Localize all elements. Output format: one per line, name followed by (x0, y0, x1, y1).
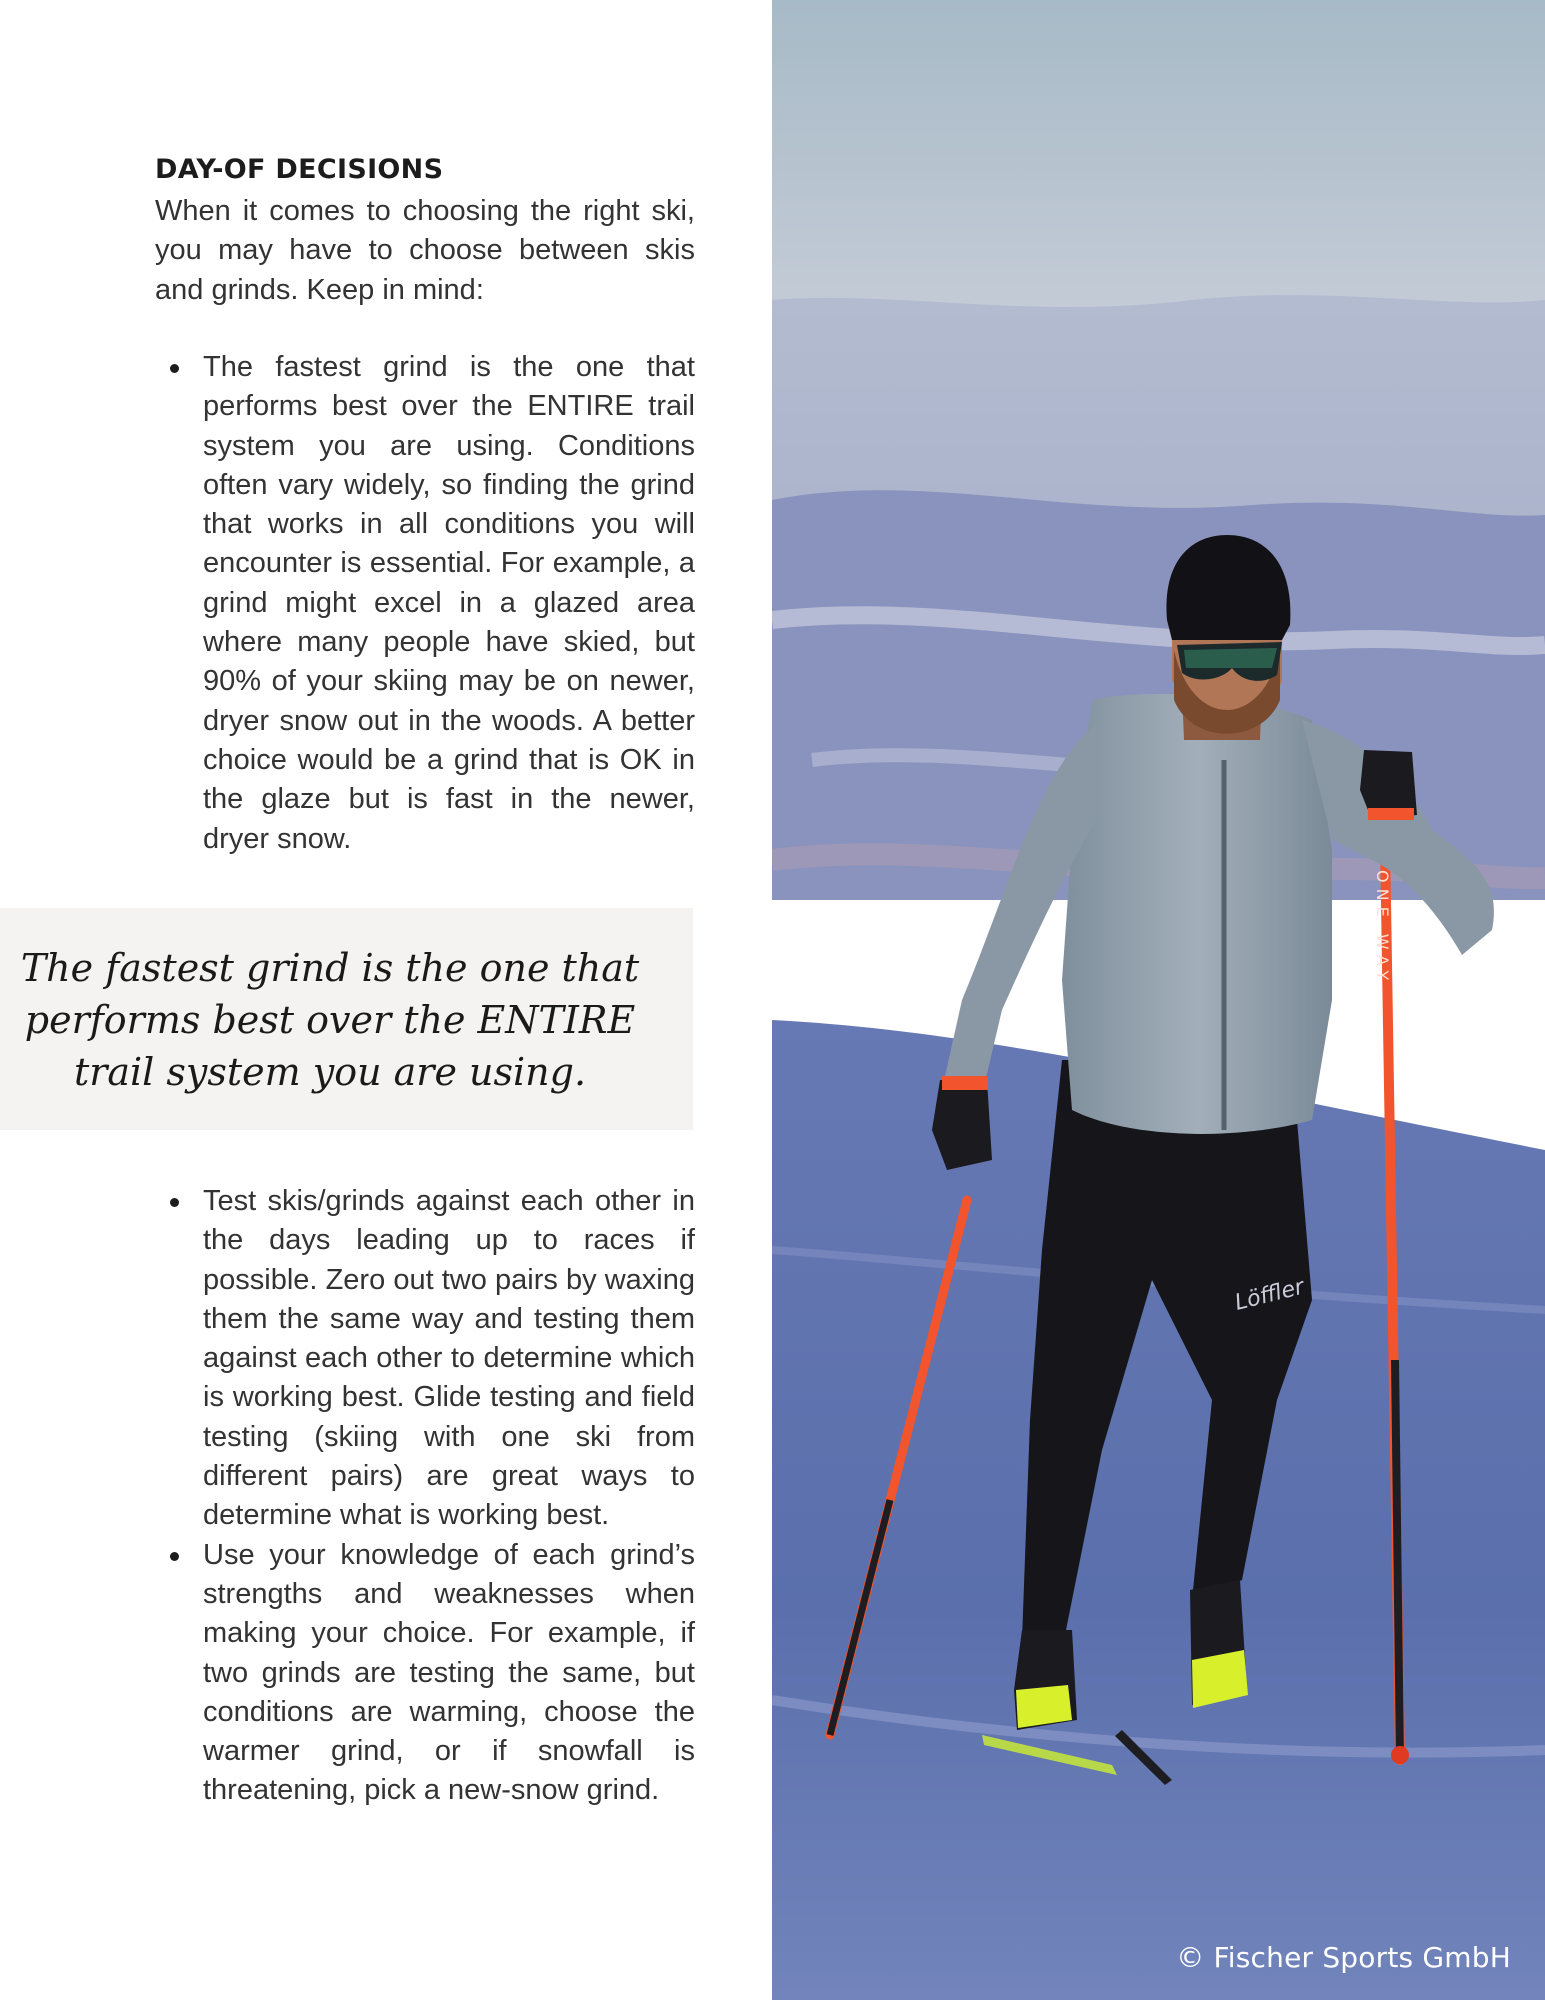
list-item (155, 1182, 695, 1536)
list-item (155, 348, 695, 859)
list-item-text: Use your knowledge of each grind’s strengths and weaknesses when making your choice. For example, if two grinds are testing the same, but conditions are warming, choose the warmer grind, or if snowfall is threatening, pick a new-snow grind. (203, 1538, 695, 1807)
bullet-icon (170, 364, 179, 373)
bullet-list-second (155, 1182, 695, 1811)
skier-photo (772, 0, 1545, 2000)
skier-illustration (772, 0, 1545, 2000)
intro-paragraph: When it comes to choosing the right ski, you may have to choose between skis and grinds. Keep in mind: (155, 195, 695, 306)
bullet-icon (170, 1198, 179, 1207)
section-heading: DAY-OF DECISIONS (155, 154, 444, 185)
list-item-text: Test skis/grinds against each other in the days leading up to races if possible. Zero out two pairs by waxing them the same way and testing them against each other to determine which is working best. Glide testing and field testing (skiing with one ski from different pairs) are great ways to determine what is working best. (203, 1185, 695, 1532)
pole-label: ONE WAY (1373, 870, 1392, 987)
list-item (155, 1536, 695, 1811)
pants-logo: Löffler (1232, 1274, 1307, 1316)
bullet-icon (170, 1552, 179, 1561)
photo-credit: © Fischer Sports GmbH (1176, 1941, 1511, 1974)
list-item-text: The fastest grind is the one that performs best over the ENTIRE trail system you are using. Conditions often vary widely, so finding the grind that works in all conditions you will encounter is essential. For example, a grind might excel in a glazed area where many people have skied, but 90% of your skiing may be on newer, dryer snow out in the woods. A better choice would be a grind that is OK in the glaze but is fast in the newer, dryer snow. (203, 351, 695, 855)
bullet-list-first (155, 348, 695, 859)
pull-quote-box (0, 908, 693, 1130)
pull-quote-text: The fastest grind is the one that performs best over the ENTIRE trail system you are using. (20, 946, 640, 1094)
